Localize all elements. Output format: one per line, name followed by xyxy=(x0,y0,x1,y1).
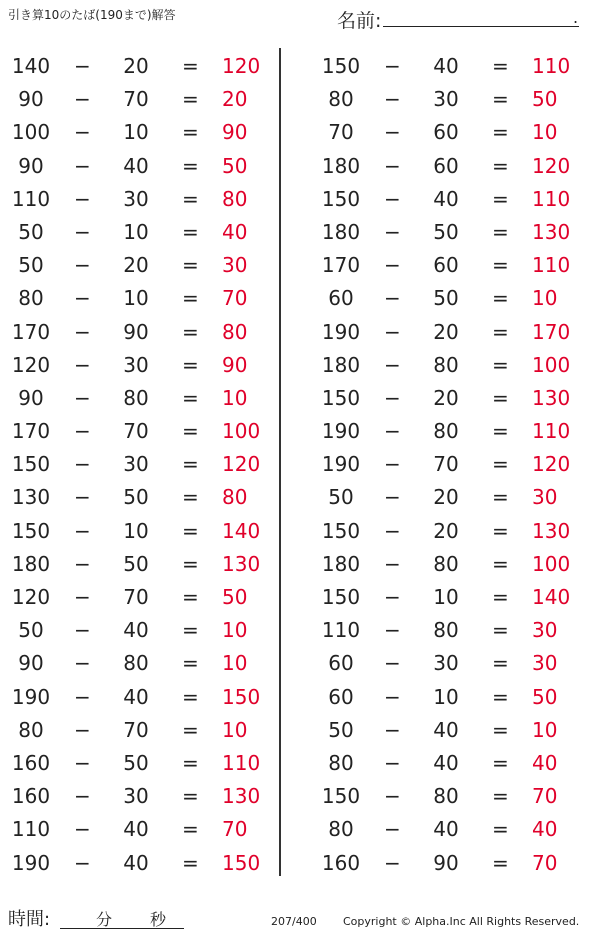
equals-sign: = xyxy=(492,551,509,576)
minuend: 130 xyxy=(11,485,51,510)
equals-sign: = xyxy=(182,585,199,609)
subtrahend: 80 xyxy=(433,618,459,643)
answer: 120 xyxy=(222,452,261,477)
subtrahend: 40 xyxy=(433,717,459,742)
minus-sign: − xyxy=(384,485,401,510)
minuend: 80 xyxy=(328,817,354,842)
answer: 120 xyxy=(222,54,261,78)
subtrahend: 70 xyxy=(433,452,459,477)
minus-sign: − xyxy=(384,286,401,311)
subtrahend: 30 xyxy=(123,186,149,211)
minuend: 190 xyxy=(321,452,361,477)
minuend: 180 xyxy=(321,153,361,178)
subtrahend: 50 xyxy=(433,219,459,244)
equals-sign: = xyxy=(492,717,509,742)
name-label: 名前: xyxy=(337,10,382,32)
answer: 100 xyxy=(532,352,571,377)
answer: 150 xyxy=(222,850,261,875)
minuend: 110 xyxy=(321,618,361,643)
minuend: 170 xyxy=(11,319,51,344)
minus-sign: − xyxy=(74,618,91,643)
subtrahend: 60 xyxy=(433,253,459,278)
answer: 50 xyxy=(222,585,248,609)
equals-sign: = xyxy=(182,419,199,444)
minus-sign: − xyxy=(384,750,401,775)
equals-sign: = xyxy=(182,253,199,278)
equals-sign: = xyxy=(492,87,509,112)
minus-sign: − xyxy=(74,452,91,477)
minuend: 150 xyxy=(321,54,361,78)
subtrahend: 40 xyxy=(123,817,149,842)
minuend: 170 xyxy=(321,253,361,278)
equals-sign: = xyxy=(182,485,199,510)
equals-sign: = xyxy=(182,551,199,576)
subtrahend: 40 xyxy=(433,750,459,775)
minuend: 150 xyxy=(321,784,361,809)
minuend: 120 xyxy=(11,585,51,609)
subtrahend: 70 xyxy=(123,717,149,742)
subtrahend: 40 xyxy=(123,153,149,178)
minus-sign: − xyxy=(384,385,401,410)
minus-sign: − xyxy=(384,850,401,875)
answer: 50 xyxy=(222,153,248,178)
minuend: 190 xyxy=(11,850,51,875)
answer: 30 xyxy=(222,253,248,278)
minus-sign: − xyxy=(384,585,401,609)
subtrahend: 20 xyxy=(123,253,149,278)
minus-sign: − xyxy=(384,352,401,377)
minuend: 110 xyxy=(11,186,51,211)
subtrahend: 80 xyxy=(433,419,459,444)
answer: 100 xyxy=(532,551,571,576)
minus-sign: − xyxy=(384,120,401,145)
minuend: 60 xyxy=(328,684,354,709)
equals-sign: = xyxy=(182,286,199,311)
equals-sign: = xyxy=(182,385,199,410)
answer: 110 xyxy=(222,750,261,775)
equals-sign: = xyxy=(182,684,199,709)
equals-sign: = xyxy=(182,618,199,643)
equals-sign: = xyxy=(492,219,509,244)
minuend: 150 xyxy=(11,518,51,543)
minuend: 60 xyxy=(328,286,354,311)
subtrahend: 70 xyxy=(123,585,149,609)
equals-sign: = xyxy=(182,54,199,78)
equals-sign: = xyxy=(182,518,199,543)
minus-sign: − xyxy=(384,651,401,676)
minus-sign: − xyxy=(74,419,91,444)
minus-sign: − xyxy=(384,784,401,809)
equals-sign: = xyxy=(492,518,509,543)
subtrahend: 90 xyxy=(433,850,459,875)
subtrahend: 10 xyxy=(123,286,149,311)
subtrahend: 10 xyxy=(433,585,459,609)
minus-sign: − xyxy=(74,850,91,875)
minuend: 150 xyxy=(321,186,361,211)
answer: 110 xyxy=(532,253,571,278)
answer: 170 xyxy=(532,319,571,344)
subtrahend: 60 xyxy=(433,120,459,145)
copyright-notice: Copyright © Alpha.Inc All Rights Reserved. xyxy=(343,915,580,928)
minus-sign: − xyxy=(74,87,91,112)
subtrahend: 10 xyxy=(123,120,149,145)
minus-sign: − xyxy=(74,684,91,709)
minus-sign: − xyxy=(74,319,91,344)
minuend: 190 xyxy=(321,419,361,444)
minuend: 90 xyxy=(18,651,44,676)
subtrahend: 80 xyxy=(433,784,459,809)
answer: 40 xyxy=(222,219,248,244)
minus-sign: − xyxy=(384,87,401,112)
minuend: 50 xyxy=(18,618,44,643)
minuend: 80 xyxy=(328,87,354,112)
minus-sign: − xyxy=(384,54,401,78)
answer: 90 xyxy=(222,352,248,377)
equals-sign: = xyxy=(182,750,199,775)
minuend: 80 xyxy=(18,286,44,311)
subtrahend: 70 xyxy=(123,419,149,444)
subtrahend: 50 xyxy=(123,551,149,576)
minus-sign: − xyxy=(384,717,401,742)
subtrahend: 40 xyxy=(123,618,149,643)
equals-sign: = xyxy=(492,817,509,842)
equals-sign: = xyxy=(492,120,509,145)
equals-sign: = xyxy=(182,87,199,112)
equals-sign: = xyxy=(492,452,509,477)
equals-sign: = xyxy=(492,54,509,78)
answer: 10 xyxy=(222,651,248,676)
equals-sign: = xyxy=(182,352,199,377)
minuend: 190 xyxy=(321,319,361,344)
minuend: 120 xyxy=(11,352,51,377)
equals-sign: = xyxy=(492,618,509,643)
equals-sign: = xyxy=(492,385,509,410)
subtrahend: 70 xyxy=(123,87,149,112)
minuend: 180 xyxy=(321,551,361,576)
subtrahend: 10 xyxy=(123,518,149,543)
equals-sign: = xyxy=(182,120,199,145)
subtrahend: 80 xyxy=(123,651,149,676)
minuend: 160 xyxy=(11,784,51,809)
answer: 110 xyxy=(532,54,571,78)
minus-sign: − xyxy=(384,253,401,278)
equals-sign: = xyxy=(492,485,509,510)
subtrahend: 20 xyxy=(433,518,459,543)
subtrahend: 50 xyxy=(123,485,149,510)
minuend: 180 xyxy=(321,219,361,244)
answer: 80 xyxy=(222,319,248,344)
minus-sign: − xyxy=(384,817,401,842)
minuend: 80 xyxy=(18,717,44,742)
minus-sign: − xyxy=(74,518,91,543)
minuend: 90 xyxy=(18,87,44,112)
time-label: 時間: xyxy=(8,909,51,930)
answer: 130 xyxy=(532,385,571,410)
minuend: 90 xyxy=(18,153,44,178)
answer: 100 xyxy=(222,419,261,444)
equals-sign: = xyxy=(182,319,199,344)
answer: 110 xyxy=(532,186,571,211)
page-number: 207/400 xyxy=(271,915,317,928)
name-end-dot: . xyxy=(573,8,579,27)
minus-sign: − xyxy=(74,186,91,211)
minus-sign: − xyxy=(384,419,401,444)
equals-sign: = xyxy=(492,585,509,609)
answer: 50 xyxy=(532,87,558,112)
answer: 10 xyxy=(222,385,248,410)
subtrahend: 50 xyxy=(433,286,459,311)
second-label: 秒 xyxy=(150,910,167,929)
minuend: 90 xyxy=(18,385,44,410)
answer: 150 xyxy=(222,684,261,709)
subtrahend: 30 xyxy=(123,352,149,377)
subtrahend: 30 xyxy=(433,651,459,676)
minus-sign: − xyxy=(74,485,91,510)
minus-sign: − xyxy=(384,153,401,178)
equals-sign: = xyxy=(182,784,199,809)
answer: 140 xyxy=(222,518,261,543)
equals-sign: = xyxy=(492,352,509,377)
minuend: 50 xyxy=(328,717,354,742)
subtrahend: 30 xyxy=(123,784,149,809)
minus-sign: − xyxy=(74,54,91,78)
equals-sign: = xyxy=(182,219,199,244)
minus-sign: − xyxy=(384,618,401,643)
minuend: 50 xyxy=(328,485,354,510)
equals-sign: = xyxy=(182,717,199,742)
answer: 110 xyxy=(532,419,571,444)
equals-sign: = xyxy=(182,186,199,211)
subtrahend: 40 xyxy=(433,186,459,211)
equals-sign: = xyxy=(492,750,509,775)
subtrahend: 40 xyxy=(123,850,149,875)
minus-sign: − xyxy=(384,551,401,576)
answer: 70 xyxy=(222,817,248,842)
answer: 120 xyxy=(532,153,571,178)
subtrahend: 60 xyxy=(433,153,459,178)
minuend: 110 xyxy=(11,817,51,842)
minuend: 150 xyxy=(321,585,361,609)
answer: 90 xyxy=(222,120,248,145)
subtrahend: 80 xyxy=(433,352,459,377)
answer: 10 xyxy=(532,717,558,742)
minuend: 160 xyxy=(321,850,361,875)
subtrahend: 40 xyxy=(433,54,459,78)
minuend: 70 xyxy=(328,120,354,145)
subtrahend: 20 xyxy=(433,385,459,410)
subtrahend: 80 xyxy=(123,385,149,410)
minuend: 50 xyxy=(18,219,44,244)
minus-sign: − xyxy=(74,219,91,244)
equals-sign: = xyxy=(182,817,199,842)
answer: 130 xyxy=(222,784,261,809)
equals-sign: = xyxy=(492,153,509,178)
answer: 140 xyxy=(532,585,571,609)
answer: 10 xyxy=(222,618,248,643)
equals-sign: = xyxy=(182,850,199,875)
minute-label: 分 xyxy=(96,910,113,929)
minus-sign: − xyxy=(74,352,91,377)
minus-sign: − xyxy=(384,452,401,477)
equals-sign: = xyxy=(492,286,509,311)
equals-sign: = xyxy=(182,452,199,477)
minus-sign: − xyxy=(74,286,91,311)
subtrahend: 10 xyxy=(123,219,149,244)
minuend: 140 xyxy=(11,54,51,78)
subtrahend: 20 xyxy=(433,485,459,510)
subtrahend: 50 xyxy=(123,750,149,775)
column-divider xyxy=(279,48,281,876)
minus-sign: − xyxy=(74,385,91,410)
answer: 70 xyxy=(222,286,248,311)
subtrahend: 80 xyxy=(433,551,459,576)
minuend: 180 xyxy=(11,551,51,576)
name-field-line[interactable] xyxy=(383,26,579,27)
answer: 80 xyxy=(222,186,248,211)
equals-sign: = xyxy=(492,784,509,809)
answer: 40 xyxy=(532,817,558,842)
minus-sign: − xyxy=(74,551,91,576)
answer: 30 xyxy=(532,485,558,510)
answer: 30 xyxy=(532,651,558,676)
equals-sign: = xyxy=(492,186,509,211)
minus-sign: − xyxy=(74,717,91,742)
answer: 50 xyxy=(532,684,558,709)
minuend: 150 xyxy=(11,452,51,477)
answer: 120 xyxy=(532,452,571,477)
minuend: 190 xyxy=(11,684,51,709)
answer: 130 xyxy=(222,551,261,576)
minuend: 60 xyxy=(328,651,354,676)
equals-sign: = xyxy=(492,651,509,676)
answer: 20 xyxy=(222,87,248,112)
equals-sign: = xyxy=(492,253,509,278)
equals-sign: = xyxy=(492,850,509,875)
minus-sign: − xyxy=(74,253,91,278)
answer: 80 xyxy=(222,485,248,510)
answer: 10 xyxy=(532,120,558,145)
minus-sign: − xyxy=(74,120,91,145)
minuend: 160 xyxy=(11,750,51,775)
subtrahend: 90 xyxy=(123,319,149,344)
minus-sign: − xyxy=(384,186,401,211)
subtrahend: 10 xyxy=(433,684,459,709)
subtrahend: 30 xyxy=(433,87,459,112)
answer: 10 xyxy=(532,286,558,311)
minus-sign: − xyxy=(74,585,91,609)
minuend: 100 xyxy=(11,120,51,145)
minus-sign: − xyxy=(74,750,91,775)
minuend: 150 xyxy=(321,385,361,410)
answer: 40 xyxy=(532,750,558,775)
subtrahend: 20 xyxy=(433,319,459,344)
minus-sign: − xyxy=(74,784,91,809)
subtrahend: 30 xyxy=(123,452,149,477)
equals-sign: = xyxy=(182,153,199,178)
subtrahend: 40 xyxy=(123,684,149,709)
minus-sign: − xyxy=(74,817,91,842)
answer: 70 xyxy=(532,850,558,875)
answer: 70 xyxy=(532,784,558,809)
equals-sign: = xyxy=(492,684,509,709)
subtrahend: 20 xyxy=(123,54,149,78)
minuend: 50 xyxy=(18,253,44,278)
minus-sign: − xyxy=(384,219,401,244)
minus-sign: − xyxy=(74,651,91,676)
minuend: 80 xyxy=(328,750,354,775)
minuend: 180 xyxy=(321,352,361,377)
minuend: 150 xyxy=(321,518,361,543)
answer: 130 xyxy=(532,219,571,244)
equals-sign: = xyxy=(182,651,199,676)
minuend: 170 xyxy=(11,419,51,444)
answer: 130 xyxy=(532,518,571,543)
equals-sign: = xyxy=(492,319,509,344)
worksheet-title: 引き算10のたば(190まで)解答 xyxy=(8,8,176,22)
minus-sign: − xyxy=(384,319,401,344)
minus-sign: − xyxy=(384,684,401,709)
equals-sign: = xyxy=(492,419,509,444)
answer: 10 xyxy=(222,717,248,742)
minus-sign: − xyxy=(74,153,91,178)
answer: 30 xyxy=(532,618,558,643)
subtrahend: 40 xyxy=(433,817,459,842)
minus-sign: − xyxy=(384,518,401,543)
